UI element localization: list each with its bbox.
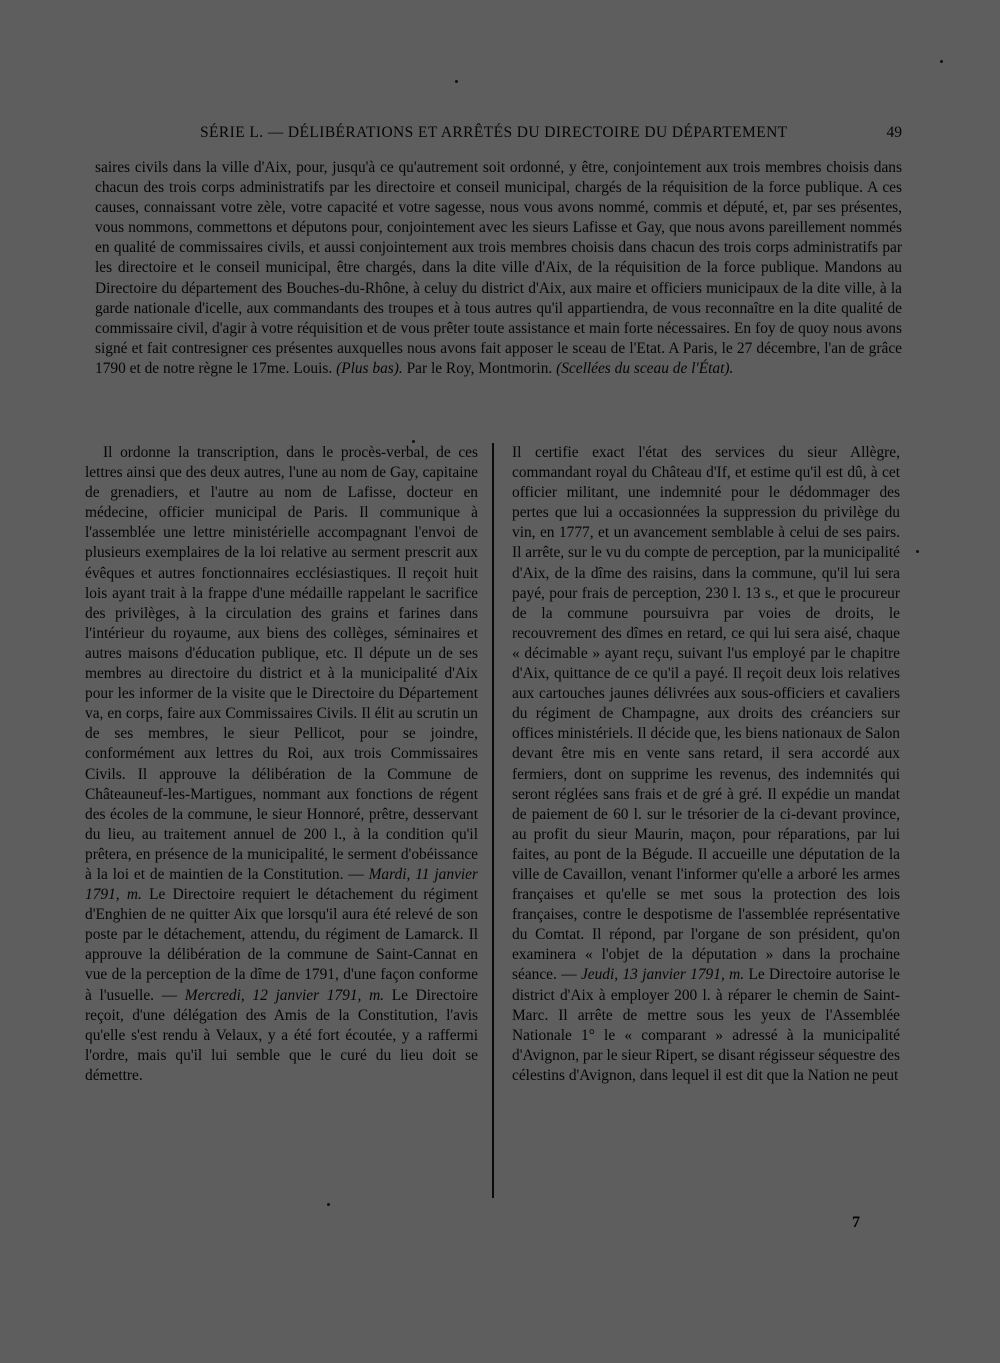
scan-speck (916, 550, 919, 553)
right-column-text-2: Le Directoire autorise le district d'Aix à employer 200 l. à réparer le chemin de Saint-Marc. Il arrête de mettre sous les yeux de l'Assemblée Nationale 1° le « comparant » adressé à la municipalité d'Avignon, par le sieur Ripert, se disant régisseur séquestre des célestins d'Avignon, dans lequel il est dit que la Nation ne peut (512, 966, 900, 1084)
left-column-text-3: Le Directoire reçoit, d'une délégation des Amis de la Constitution, l'avis qu'elle s'est rendu à Velaux, y a été fort écoutée, y a raffermi l'ordre, mais qu'il lui semble que le curé du lieu doit se démettre. (85, 986, 479, 1084)
top-paragraph (95, 158, 902, 379)
column-divider (492, 443, 494, 1198)
right-column (512, 443, 900, 1086)
scan-speck (455, 80, 458, 83)
scan-speck (327, 1203, 330, 1206)
date-mercredi: Mercredi, 12 janvier 1791, m. (184, 986, 385, 1004)
page-number: 49 (886, 124, 902, 141)
left-column-text-1: Il ordonne la transcription, dans le procès-verbal, de ces lettres ainsi que des deux autres, l'une au nom de Gay, capitaine de grenadiers, et l'autre au nom de Lafisse, docteur en médecine, officier municipal de Paris. Il communique à l'assemblée une lettre ministérielle accompagnant l'envoi de plusieurs exemplaires de la loi relative au serment prescrit aux évêques et autres fonctionnaires ecclésiastiques. Il reçoit huit lois ayant trait à la frappe d'une médaille rappelant le sacrifice des privilèges, à la circulation des grains et farines dans l'intérieur du royaume, aux biens des collèges, séminaires et autres maisons d'éducation publique, etc. Il députe un de ses membres au directoire du district et à la municipalité d'Aix pour les informer de la visite que le Directoire du Département va, en corps, faire aux Commissaires Civils. Il élit au scrutin un de ses membres, le sieur Pellicot, pour se joindre, conformément aux lettres du Roi, aux trois Commissaires Civils. Il approuve la délibération de la Commune de Châteauneuf-les-Martigues, nommant aux fonctions de régent des écoles de la commune, le sieur Honnoré, prêtre, desservant du lieu, au traitement annuel de 200 l., à la condition qu'il prêtera, en présence de la municipalité, le serment d'obéissance à la loi et de maintien de la Constitution. — (85, 444, 478, 883)
seal-note: (Scellées du sceau de l'État). (556, 359, 734, 377)
top-paragraph-signature: Par le Roy, Montmorin. (402, 359, 557, 377)
signature-mark: 7 (852, 1214, 860, 1231)
running-header (95, 124, 910, 148)
right-column-text-1: Il certifie exact l'état des services du sieur Allègre, commandant royal du Château d'If, et estime qu'il est dû, à cet officier militant, une indemnité pour le dédommager des pertes que lui a occasionnées la suppression du privilège du vin, en 1777, et un avancement semblable à celui de ses pairs. Il arrête, sur le vu du compte de perception, par la municipalité d'Aix, de la dîme des raisins, dans la commune, qu'il lui sera payé, pour frais de perception, 230 l. 13 s., et que le procureur de la commune poursuivra par voies de droits, le recouvrement des dîmes en retard, ce qui lui sera aisé, chaque « décimable » ayant reçu, suivant l'us employé par le chapitre d'Aix, quittance de ce qu'il a payé. Il reçoit deux lois relatives aux cartouches jaunes délivrées aux sous-officiers et cavaliers du régiment de Champagne, aux droits des créanciers sur offices ministériels. Il décide que, les biens nationaux de Salon devant être mis en vente sans retard, il sera accordé aux fermiers, dont on supprime les revenus, des indemnités qui seront réglées sans frais et de gré à gré. Il expédie un mandat de paiement de 60 l. sur le trésorier de la ci-devant province, au profit du sieur Maurin, maçon, pour réparations, par lui faites, au pont de la Bégude. Il accueille une députation de la ville de Cavaillon, venant l'informer qu'elle a arboré les armes françaises et qu'elle se met sous la protection des lois françaises, contre le despotisme de l'assemblée représentative du Comtat. Il répond, par l'organe de son président, qu'on examinera « l'objet de la députation » dans la prochaine séance. — (512, 444, 900, 984)
top-paragraph-text: saires civils dans la ville d'Aix, pour, jusqu'à ce qu'autrement soit ordonné, y être, conjointement aux trois membres choisis dans chacun des trois corps administratifs par les directoire et conseil municipal, chargés de la réquisition de la force publique. A ces causes, connaissant votre zèle, votre capacité et votre sagesse, nous vous avons nommé, commis et député, et, par ses présentes, vous nommons, commettons et députons pour, conjointement avec les sieurs Lafisse et Gay, que nous avons pareillement nommés en qualité de commissaires civils, et aussi conjointement aux trois membres choisis dans chacun des trois corps administratifs par les directoire et le conseil municipal, être chargés, dans la dite ville d'Aix, de la réquisition de la force publique. Mandons au Directoire du département des Bouches-du-Rhône, à celuy du district d'Aix, aux maire et officiers municipaux de la dite ville, à la garde nationale d'icelle, aux commandants des troupes et à tous autres qu'il appartiendra, de vous reconnaître en la dite qualité de commissaire civil, d'agir à votre réquisition et de vous prêter toute assistance et main forte nécessaires. En foy de quoy nous avons signé et fait contresigner ces présentes auxquelles nous avons fait apposer le sceau de l'Etat. A Paris, le 27 décembre, l'an de grâce 1790 et de notre règne le 17me. Louis. (95, 159, 902, 377)
header-title: SÉRIE L. — DÉLIBÉRATIONS ET ARRÊTÉS DU DIRECTOIRE DU DÉPARTEMENT (200, 124, 788, 141)
date-jeudi: Jeudi, 13 janvier 1791, m. (580, 966, 745, 984)
left-column-text-2: Le Directoire requiert le détachement du régiment d'Enghien de ne quitter Aix que lorsqu'il aura été relevé de son poste par le détachement, attendu, du régiment de Lamarck. Il approuve la délibération de la commune de Saint-Cannat en vue de la perception de la dîme de 1791, d'une façon conforme à l'usuelle. — (85, 886, 478, 1004)
left-column (85, 443, 478, 1086)
plus-bas-note: (Plus bas). (336, 359, 403, 377)
scan-speck (412, 440, 415, 443)
scan-speck (940, 60, 943, 63)
date-mardi: Mardi, 11 janvier 1791, m. (85, 865, 478, 904)
